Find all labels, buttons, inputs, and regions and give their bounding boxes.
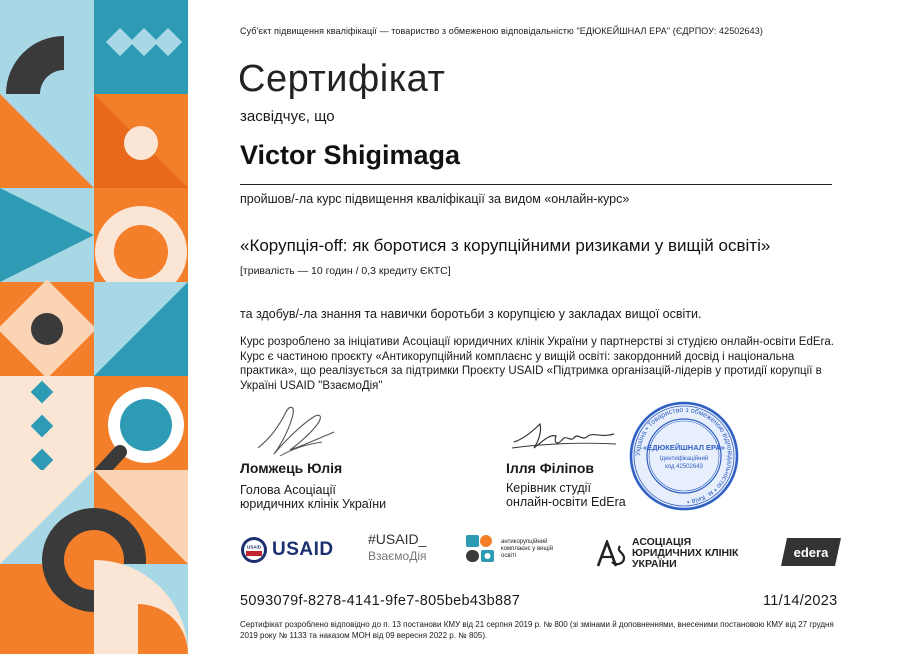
signatory-1-role-line1: Голова Асоціації [240, 483, 336, 497]
usaid-vzaemodiya-logo [368, 531, 427, 565]
completion-statement: пройшов/-ла курс підвищення кваліфікації за видом «онлайн-курс» [240, 192, 630, 206]
legal-clinics-association-logo [596, 537, 738, 570]
anticorruption-compliance-logo [466, 535, 565, 563]
course-duration: [тривалість — 10 годин / 0,3 кредиту ЄКТС] [240, 265, 451, 277]
stamp-center-line1: «ЕДЮКЕЙШНАЛ ЕРА» [643, 443, 725, 452]
clinics-line3: УКРАЇНИ [632, 558, 677, 570]
hashtag-line2: ВзаємоДія [368, 549, 427, 563]
signatory-2-role-line1: Керівник студії [506, 481, 591, 495]
signatory-2-name: Ілля Філіпов [506, 460, 594, 476]
usaid-wordmark: USAID [272, 539, 334, 560]
edera-logo [781, 538, 841, 566]
certificate-id: 5093079f-8278-4141-9fe7-805beb43b887 [240, 593, 521, 609]
stamp-center-line3: код 42502643 [665, 464, 703, 470]
edera-wordmark: edera [793, 545, 829, 560]
course-description: Курс розроблено за ініціативи Асоціації юридичних клінік України у партнерстві зі студією онлайн-освіти EdEra. Курс є частиною проєкту «Антикорупційний комплаєнс у вищій освіті: закордонний досвід і національна практика», що реалізується за підтримки Проєкту USAID «Підтримка організацій-лідерів у протидії корупції в Україні USAID "ВзаємоДія" [240, 336, 834, 392]
usaid-seal-text: USAID [246, 544, 262, 550]
signatory-2-role-line2: онлайн-освіти EdEra [506, 495, 626, 509]
certificate-title: Сертифікат [238, 58, 446, 100]
course-title: «Корупція-off: як боротися з корупційними ризиками у вищій освіті» [240, 236, 771, 255]
stamp-center-line2: Ідентифікаційний [659, 456, 709, 462]
usaid-seal-icon [240, 536, 268, 564]
hashtag-line1: #USAID_ [368, 531, 427, 547]
certifies-text: засвідчує, що [240, 108, 335, 125]
legal-clinics-icon [596, 540, 626, 568]
issuer-statement: Суб'єкт підвищення кваліфікації — товариство з обмеженою відповідальністю "ЕДЮКЕЙШНАЛ ЕРА" (ЄДРПОУ: 42502643) [240, 26, 763, 36]
usaid-logo [240, 536, 334, 564]
company-stamp [626, 398, 742, 514]
acquired-skills-statement: та здобув/-ла знання та навички боротьби з корупцією у закладах вищої освіти. [240, 307, 702, 321]
decorative-pattern [0, 0, 188, 654]
clinics-line2: ЮРИДИЧНИХ КЛІНІК [632, 547, 739, 559]
name-underline [240, 184, 832, 185]
recipient-name: Victor Shigimaga [240, 140, 461, 170]
legal-footnote: Сертифікат розроблено відповідно до п. 13 постанови КМУ від 21 серпня 2019 р. № 800 (зі змінами й доповненнями, внесеними постановою КМУ від 27 грудня 2019 року № 1133 та наказом МОН від 09 вересня 2022 р. № 805). [240, 620, 834, 640]
signature-filipov [510, 418, 620, 458]
signature-lomzhets [250, 398, 340, 463]
stamp-ring-text: Україна • Товариство з обмеженою відповідальністю • м. Київ • [634, 406, 734, 505]
anticorruption-icon [466, 535, 496, 563]
signatory-1-role-line2: юридичних клінік України [240, 497, 387, 511]
clinics-line1: АСОЦІАЦІЯ [632, 536, 692, 548]
anticorruption-label: антикорупційний комплаєнс у вищій освіті [501, 538, 554, 559]
signatory-1-name: Ломжець Юлія [240, 460, 343, 476]
issue-date: 11/14/2023 [763, 593, 838, 609]
